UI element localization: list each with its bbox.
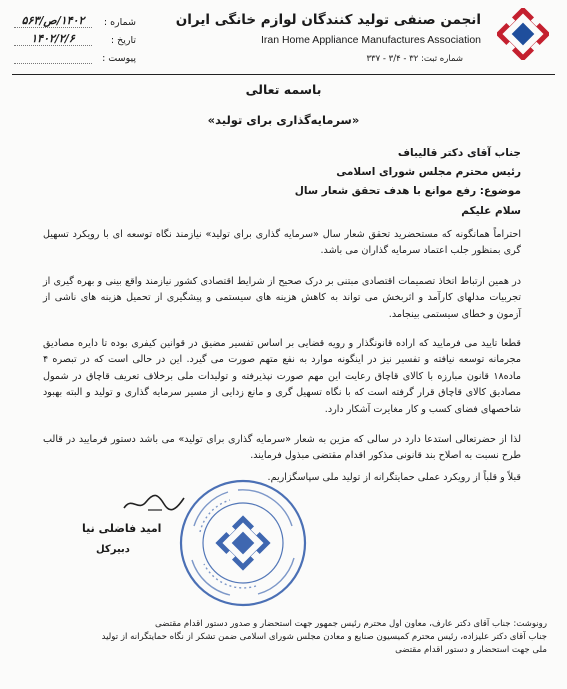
org-name-en: Iran Home Appliance Manufactures Association xyxy=(260,34,481,46)
recipient-name: جناب آقای دکتر قالیباف xyxy=(397,147,521,159)
cc-line: ملی جهت استحضار و دستور اقدام مقتضی xyxy=(395,645,547,655)
letter-subject: موضوع: رفع موانع با هدف تحقق شعار سال xyxy=(294,185,521,197)
paragraph-2: در همین ارتباط اتخاذ تصمیمات اقتصادی مبتنی بر درک صحیح از شرایط اقتصادی کشور نیازمند واقع بینی و بهره گیری از تجربیات مدلهای کارآمد و اثربخش می تواند به کاهش هزینه های سیستمی و پیشگیری از تحمیل هزینه های ناشی از آزمون و خطای سیستمی بینجامد. xyxy=(43,276,521,320)
signatory-name: امید فاضلی نیا xyxy=(82,522,162,535)
greeting: سلام علیکم xyxy=(461,205,521,217)
attachment-value xyxy=(14,63,92,64)
official-stamp xyxy=(168,468,318,618)
paragraph-3: قطعا تایید می فرمایید که اراده قانونگذار و رویه قضایی بر اساس تفسیر مضیق در قوانین کیفری بوده تا دایره مصادیق مجرمانه توسعه نیافته و تفسیر نیز در اینگونه موارد به نفع متهم صورت می گیرد. این در حالی است که در تبصره ۴ ماده۱۸ قانون مبارزه با کالای قاچاق رعایت این مهم صورت نپذیرفته و تولیدات ملی برخلاف تعریف قاچاق در شمول مصادیق کالای قاچاق قرار گرفته است که با نگاه تسهیل گری و مانع زدایی از مسیر سرمایه گذاری و تولید و البته بهبود شاخصهای فضای کسب و کار مغایرت آشکار دارد. xyxy=(43,338,521,415)
cc-list xyxy=(21,618,547,657)
signatory-title: دبیرکل xyxy=(96,544,130,555)
meta-number-row xyxy=(14,10,136,28)
number-value: ۱۴۰۲/ص/۵۶۳ xyxy=(14,14,92,28)
meta-attachment-row xyxy=(14,46,136,64)
paragraph-4: لذا از حضرتعالی استدعا دارد در سالی که مزین به شعار «سرمایه گذاری برای تولید» می باشد دستور فرمایید در قالب طرح نسبت به اصلاح بند قانونی مذکور اقدام مقتضی مبذول فرمایند. xyxy=(43,434,521,462)
cc-line: رونوشت: جناب آقای دکتر عارف، معاون اول محترم رئیس جمهور جهت استحضار و صدور دستور اقدام مقتضی xyxy=(154,619,547,629)
date-label: تاریخ : xyxy=(110,35,136,46)
paragraph-5: قبلاً و قلباً از رویکرد عملی حمایتگرانه از تولید ملی سپاسگزاریم. xyxy=(267,472,521,483)
number-label: شماره : xyxy=(103,17,136,28)
registration-number: شماره ثبت: ۳۲ - ۳/۴ - ۳۳۷ xyxy=(366,54,463,64)
paragraph-1: احتراماً همانگونه که مستحضرید تحقق شعار سال «سرمایه گذاری برای تولید» نیازمند نگاه توسعه ای با رویکرد تسهیل گری بمنظور جلب اعتماد سرمایه گذاران می باشد. xyxy=(43,229,521,257)
recipient-title: رئیس محترم مجلس شورای اسلامی xyxy=(336,166,521,178)
year-slogan: «سرمایه‌گذاری برای تولید» xyxy=(207,113,360,127)
date-value: ۱۴۰۲/۲/۶ xyxy=(14,32,92,46)
cc-line: جناب آقای دکتر علیزاده، رئیس محترم کمیسیون صنایع و معادن مجلس شورای اسلامی ضمن تشکر از نگاه حمایتگرانه از تولید xyxy=(101,632,547,642)
header-divider xyxy=(12,74,555,75)
org-name-fa: انجمن صنفی تولید کنندگان لوازم خانگی ایران xyxy=(175,12,481,28)
meta-date-row xyxy=(14,28,136,46)
association-logo xyxy=(497,8,549,60)
motto: باسمه تعالی xyxy=(245,82,322,97)
letter-meta xyxy=(14,10,136,64)
attachment-label: پیوست : xyxy=(102,53,136,64)
